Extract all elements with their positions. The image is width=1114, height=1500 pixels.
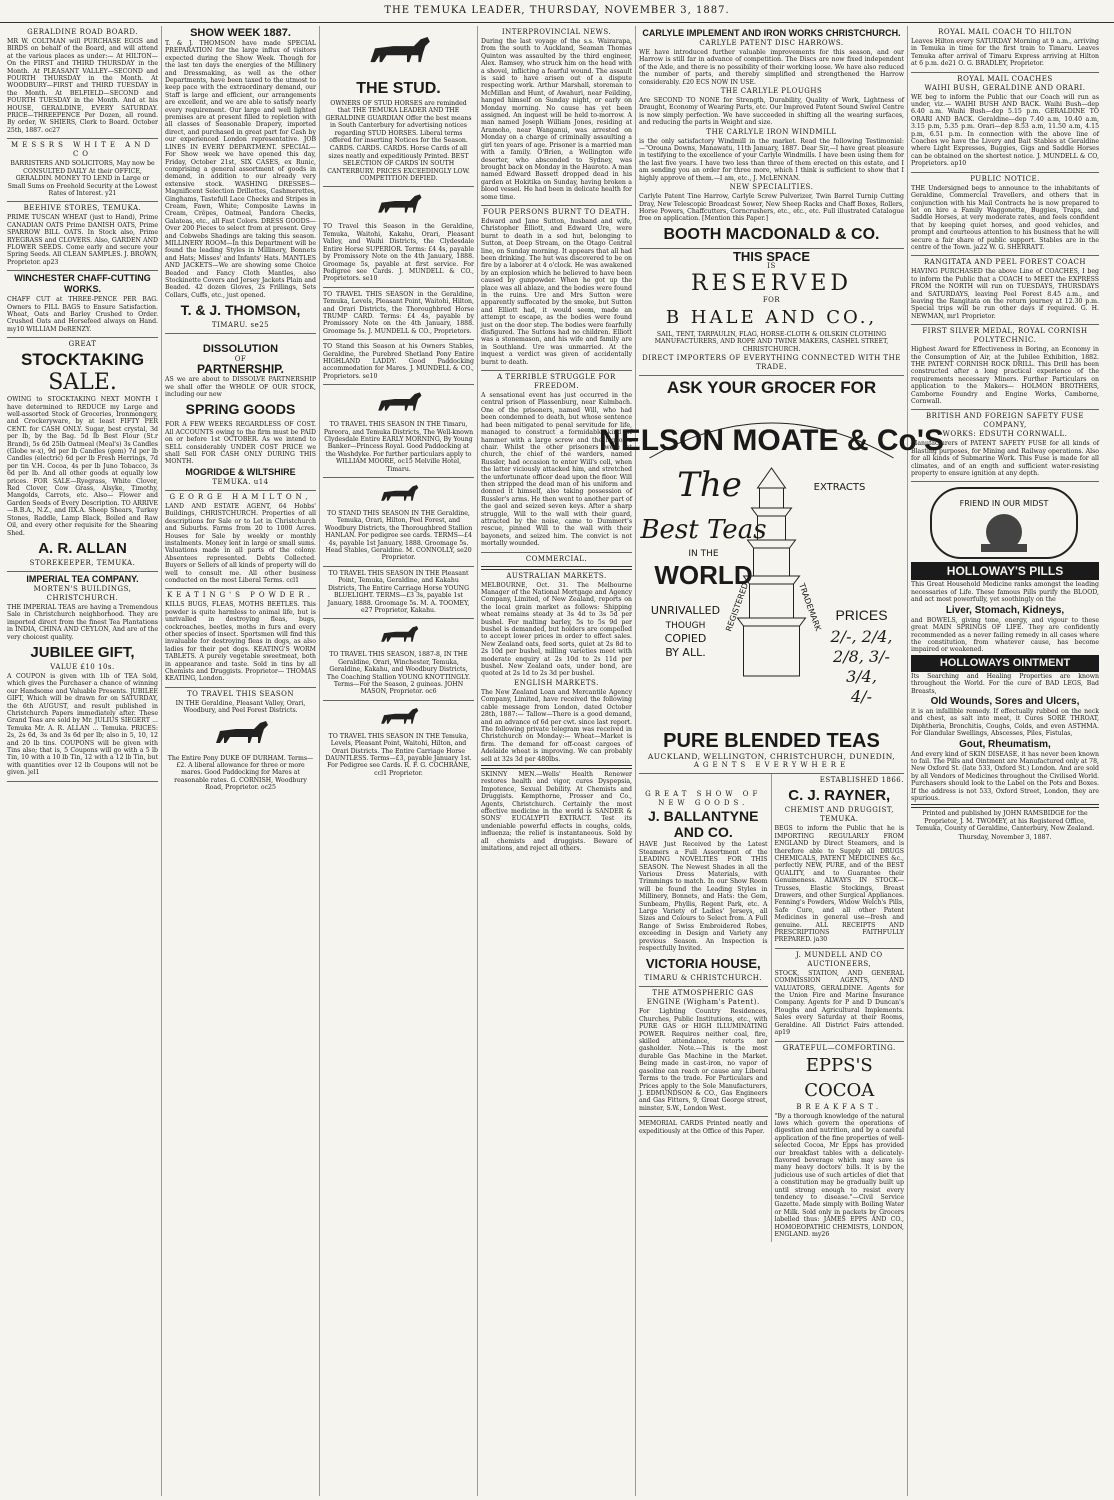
ad-signature-sub: TIMARU. se25 — [211, 321, 270, 330]
ad-title: THE STUD. — [356, 80, 441, 97]
ad-body: For Lighting Country Residences, Churches, Public Institutions, etc., with PURE GAS or HIGH ILLUMINATING POWER. Requires neither coal, fire, skilled attendance, retorts nor gasholder. Note.—This is the most durable Gas Machine in the Market. Being made in cast-iron, no vapor of gasoline can reach or cause any Liberal Terms to the trade. For Particulars and Prices apply to the Sole Manufacturers, J. EDMUNDSON & CO., Gas Engineers and Gas Fitters, 9, Great George street, minster, S.W., London West. — [639, 1008, 768, 1112]
article-body: Edward and Jane Sutton, husband and wife, Christopher Elliott, and Edward Ure, were burnt to death in a sod hut, belonging to Sutton, at Deep Stream, on the Otago Central line, on Sunday morning. It appears that all had been drinking. The hut was discovered to be on fire by a laborer at 4 o'clock. He was awakened by an explosion which he believed to have been caused by gunpowder. When he got up the place was all ablaze, and the bodies were found in the ruins. Ure and Mrs Sutton were apparently suffocated by the smoke, but Sutton and Elliott had, it would seem, made an attempt to escape, as the bodies were found just on the door step. The bodies were fearfully disfigured. The Suttons had no children. Elliott was a stonemason, and his wife and family are in Southland. Ure was unmarried. At the inquest a verdict was given of accidentally burnt to death. — [481, 217, 632, 366]
ad-headline: STOCKTAKING — [20, 350, 145, 370]
ad-signature-sub: TEMUKA. u14 — [212, 477, 269, 486]
ad-line-5: B HALE AND CO., — [665, 306, 878, 328]
tea-extracts: EXTRACTS — [813, 481, 866, 493]
ad-duke-of-durham — [165, 688, 316, 796]
horse-icon — [374, 623, 424, 649]
tea-world: WORLD — [654, 559, 753, 590]
ad-body: TO TRAVEL THIS SEASON IN THE Temuka, Levels, Pleasant Point, Waitohi, Hilton, and Orari Districts. The Entire Carriage Horse DAUNTLESS. Terms—£3, payable January 1st. For Pedigree see Cards. R. F. G. COCHRANE, ccl1 Proprietor. — [325, 732, 472, 777]
ad-kicker: GREAT SHOW OF NEW GOODS. — [645, 790, 762, 808]
ad-body-2: CARDS. CARDS. CARDS. Horse Cards of all sizes neatly and expeditiously Printed. BEST SELECTION OF CARDS IN SOUTH CANTERBURY. PRICES EXCEEDINGLY LOW. COMPETITION DEFIED. — [327, 145, 470, 183]
ad-title: RANGITATA AND PEEL FOREST COACH — [924, 258, 1086, 267]
ad-title: PUBLIC NOTICE. — [970, 174, 1040, 183]
tea-unrivalled: UNRIVALLED — [650, 603, 721, 617]
ad-horse-early-morning — [323, 385, 474, 478]
ad-title-2: PARTNERSHIP. — [197, 362, 284, 377]
ad-body: HAVE Just Received by the Latest Steamers a Full Assortment of the LEADING NOVELTIES FOR THIS SEASON. The Newest Shades in all the Various Dress Materials, with Trimmings to match. In our Show Room will be found the Leading Styles in Millinery, Bonnets, and Hats: the Gem, Sunbeam, Phyllis, Regent Park, etc. A Large Variety of Ladies' Jerseys, all Sizes and Colours to Select from. A Full Range of Swiss Embroidered Robes, exceeding in Design and Variety any previous Season. An Inspection is respectfully Invited. — [639, 841, 768, 953]
ad-body-5: And every kind of SKIN DISEASE, it has never been known to fail. The Pills and Ointment are Manufactured only at 78, New Oxford St. (late 533, Oxford St.) London. And are sold by all Vendors of Medicines throughout the Civilised World. Purchasers should look to the Label on the Pots and Boxes. If the address is not 533, Oxford Street, London, they are spurious. — [911, 750, 1099, 802]
newspaper-page — [4, 26, 1110, 1496]
ad-body: HAVING PURCHASED the above Line of COACHES, I beg to inform the Public that a COACH to MEET the EXPRESS FROM the NORTH will run on TUESDAYS, THURSDAYS and SATURDAYS, leaving Peel Forest 8.45 a.m., and leaving the Rangitata on the return journey at 12.30 p.m. Special trips will be run other days if required. G. H. NEWMAN, mr1 Proprietor. — [911, 268, 1099, 320]
ad-body: SAIL, TENT, TARPAULIN, FLAG, HORSE-CLOTH & OILSKIN CLOTHING MANUFACTURERS, AND ROPE AND TWINE MAKERS, CASHEL STREET, CHRISTCHURCH. — [654, 330, 889, 353]
article-body-2: The New Zealand Loan and Mercantile Agency Company, Limited, have received the following cable message from London, dated October 28th, 1887:— Tallow—There is a good demand, and an advance of 6d per cwt. since last report. The following private telegram was received in Christchurch on Monday:— Wheat—Market is firm. The demand for off-coast cargoes of Adelaide wheat is improving. We can probably sell at 32s 3d per 480lbs. — [481, 688, 632, 763]
ad-body: MR W. COLTMAN will PURCHASE EGGS and BIRDS on behalf of the Board, and will attend at the various places as under:— At HILTON—On the FIRST and THIRD THURSDAY in the Month. At PLEASANT VALLEY—SECOND and FOURTH THURSDAY in the Month. At WOODBURY—FIRST and THIRD TUESDAY in the Month. At BELFIELD—SECOND and FOURTH TUESDAY in the Month. And at his HOUSE, GERALDINE, EVERY SATURDAY. PRICE—THREEPENCE Per Dozen, all round. By order, W. SHIERS, Clerk to Board. October 25th, 1887. oc27 — [7, 38, 158, 134]
article-body: During the last voyage of the s.s. Wairarapa, from the south to Auckland, Seaman Thomas Quinton was assaulted by the third engineer, Alex. Ramsey, who struck him on the head with a shovel, inflicting a fearful wound. The assault is said to have arisen out of a dispute respecting work. Arthur Marshall, storeman to McMillan and Hunt, of Awahuri, near Feilding, hanged himself on Sunday night, or early on Monday morning. No cause has yet been assigned. An inquest will be held to-morrow. A man named Joseph William Jones, residing at Aramoho, near Wanganui, was arrested on Monday on a charge of criminally assaulting a girl ten years of age. Prisoner is a married man with a family. O'Brien, a Wellington wife deserter, who absconded to Sydney, was brought back on Monday in the Hauroto. A man named Edward Bassett dropped dead in his garden at Hokitika on Sunday, having broken a blood vessel. He had been in delicate health for some time. — [481, 38, 632, 201]
ad-epps-cocoa — [775, 1042, 905, 1243]
ad-body: This Great Household Medicine ranks amongst the leading necessaries of Life. These famous Pills purify the BLOOD, and act most powerfully, yet soothingly on the — [911, 581, 1099, 604]
article-body: MELBOURNE, Oct. 31. The Melbourne Manager of the National Mortgage and Agency Company, Limited, of New Zealand, reports on the local grain market as follows: Shipping wheat remains steady at 3s 4d to 3s 5d per bushel. For malting barley, 5s to 5s 9d per bushel is demanded, but holders are compelled to accept lower prices in order to effect sales. New Zealand oats, feed sorts, quiet at 2s 8d to 2s 10d per bushel, milling varieties meet with moderate enquiry at 2s 10d to 2s 11d per bushel. New Zealand oats, under bond, are quoted at 2s 1d to 2s 3d per bushel. — [481, 581, 632, 678]
ad-title: J. MUNDELL AND CO AUCTIONEERS, — [795, 950, 883, 968]
ad-subtitle-3: THE CARLYLE IRON WINDMILL — [706, 127, 837, 136]
ad-body: OWNERS OF STUD HORSES are reminded that THE TEMUKA LEADER AND THE GERALDINE GUARDIAN Offer the best means in South Canterbury for advertising notices regarding STUD HORSES. Liberal terms offered for inserting Notices for the Season. — [325, 100, 472, 145]
ad-title: HOLLOWAY'S PILLS — [911, 562, 1099, 580]
ad-signature-sub: TIMARU & CHRISTCHURCH. — [644, 974, 763, 983]
divider — [481, 566, 632, 570]
ad-body: Manufacturers of PATENT SAFETY FUSE for all kinds of Blasting purposes, for Mining and Railway operations. Also for all kinds of Submarine Work. This Fuse is made for all climates, and of an ength and sufficient water-resisting property to ensure ignition at any depth. — [911, 440, 1099, 478]
ad-title-2: HOLLOWAYS OINTMENT — [911, 655, 1099, 672]
horse-icon — [374, 705, 424, 731]
ad-body: AS we are about to DISSOLVE PARTNERSHIP we shall offer the WHOLE OF OUR STOCK, including our new — [165, 376, 316, 399]
ad-horse-young-knottingly — [323, 619, 474, 700]
tea-price: 4/- — [851, 686, 872, 706]
ad-body: THE Undersigned begs to announce to the inhabitants of Geraldine, Commercial Travellers, and others that in conjunction with his Mail Contracts he is now prepared to let on hire a Family Waggonette, Buggies, Traps, and Saddle Horses, at very moderate rates, and feels confident that by keeping quiet horses, and good vehicles, and prompt and courteous attention to his business that he will secure a fair share of public support. Stables are in the centre of the Town. ja22 W. G. SHERRATT. — [911, 184, 1099, 251]
ad-carlyle-works — [639, 26, 904, 249]
ad-rayner — [775, 774, 905, 949]
ad-body-4: Carlyle Patent Tine Harrow, Carlyle Screw Pulverizer, Twin Barrel Turnip Cutting Dray, New Telescopic Broadcast Sower, New Sheep Racks and Chaff Boxes, Rollers, Horse Powers, Chaffcutters, Corncrushers, etc., etc., etc. Full illustrated Catalogue free on application. [Mention this Paper.] — [639, 193, 904, 223]
ad-body-2: The Entire Pony DUKE OF DURHAM. Terms—£2. A liberal allowance for three or more mares. Good Paddocking for Mares at reasonable rates. G. CORNISH, Woodbury Road, Proprietor. oc25 — [167, 754, 314, 792]
ad-gas-engine — [639, 987, 768, 1117]
ad-title: GERALDINE ROAD BOARD. — [27, 28, 138, 36]
ad-kicker: GRATEFUL—COMFORTING. — [782, 1043, 896, 1052]
ad-title: GEORGE HAMILTON, — [169, 492, 312, 501]
ad-body: TO STAND THIS SEASON IN THE Geraldine, Temuka, Orari, Hilton, Peel Forest, and Woodbury Districts, the Thoroughbred Stallion HANLAN. For pedigree see cards. TERMS—£4 4s, payable 1st January, 1888. Groomage 5s. Head Stables, Geraldine. M. CONNOLLY, se20 Proprietor. — [324, 510, 473, 562]
section-title: COMMERCIAL. — [525, 554, 588, 563]
horse-icon — [369, 389, 429, 419]
horse-icon — [359, 30, 439, 76]
ad-headline: SPRING GOODS — [185, 401, 296, 418]
tea-the: The — [677, 464, 742, 505]
holloway-badge-icon — [911, 484, 1097, 562]
ad-subtitle: CHEMIST AND DRUGGIST, TEMUKA. — [784, 806, 894, 824]
divider — [911, 804, 1099, 808]
ad-holloways — [911, 482, 1099, 845]
tea-price: 2/8, 3/- — [833, 646, 890, 666]
imprint-date: Thursday, November 3, 1887. — [958, 833, 1052, 841]
tea-price: 2/-, 2/4, — [830, 626, 893, 646]
ad-body: TO Stand this Season at his Owners Stables, Geraldine, the Purebred Shetland Pony Entire HIGHLAND LADDY. Good Paddocking accommodation for Mares. J. MUNDELL & CO., Proprietors. se10 — [323, 343, 474, 380]
ad-body: TO TRAVEL THIS SEASON, 1887-8, IN THE Geraldine, Orari, Winchester, Temuka, Geraldine, Kakahu, and Woodbury Districts, The Coaching Stallion YOUNG KNOTTINGLY. Terms—For the Season, 2 guineas. JOHN MASON, Proprietor. oc6 — [326, 651, 471, 696]
ad-safety-fuse — [911, 410, 1099, 482]
masthead: THE TEMUKA LEADER, THURSDAY, NOVEMBER 3, 1887. — [0, 0, 1114, 23]
article-four-persons-burnt — [481, 206, 632, 371]
ad-title: CARLYLE IMPLEMENT AND IRON WORKS CHRISTCHURCH. — [642, 28, 901, 38]
ad-body: WE beg to inform the Public that our Coach will run as under, viz.— WAIHI BUSH AND BACK. Waihi Bush—dep 6.40 a.m. Waihi Bush—dep 5.15 p.m. GERALDINE TO ORARI AND BACK. Geraldine—dep 7.40 a.m, 10.40 a.m, 3.15 p.m, 5.35 p.m. Orari—dep 8.53 a.m, 11.50 a.m, 4.15 p.m, 6.51 p.m. In connection with the above line of Coaches we have the Livery and Bait Stables at Geraldine where Light Expresses, Buggies, Gigs and Saddle Horses can be obtained on the shortest notice. J. MUNDELL & CO, Proprietors. ap10 — [911, 93, 1099, 168]
ad-royal-mail-hilton — [911, 26, 1099, 73]
ad-title: KEATING'S POWDER. — [167, 591, 314, 600]
tea-by-all: BY ALL. — [665, 645, 706, 659]
column-5-right — [772, 774, 905, 1242]
ad-body: Highest Award for Effectiveness in Boring, an Economy in the Consumption of Air, at the Jubilee Exhibition, 1882. THE PATENT CORNISH ROCK DRILL. This Drill has been constructed after a long practical experience of the requirements necessary Miners. Further Particulars on application to the Makers— HOLMON BROTHERS, Camborne Foundry and Engine Works, Camborne, Cornwall. — [911, 346, 1099, 406]
ad-title: WINCHESTER CHAFF-CUTTING WORKS. — [14, 273, 151, 295]
ad-title: THE ATMOSPHERIC GAS ENGINE (Wigham's Patent). — [646, 989, 760, 1007]
horse-icon — [206, 717, 276, 753]
ad-subtitle: MORTEN'S BUILDINGS, CHRISTCHURCH. — [33, 584, 132, 602]
ad-body: TO TRAVEL THIS SEASON IN THE Pleasant Point, Temuka, Geraldine, and Kakahu Districts, The Entire Carriage Horse YOUNG BLUELIGHT. TERMS—£3 3s, payable 1st January, 1888. Groomage 5s. M. A. TOOMEY, e27 Proprietor, Kakahu. — [327, 569, 470, 614]
ad-body: "By a thorough knowledge of the natural laws which govern the operations of digestion and nutrition, and by a careful application of the fine properties of well-selected Cocoa, Mr Epps has provided our breakfast tables with a delicately-flavored beverage which may save us many heavy doctors' bills. It is by the judicious use of such articles of diet that a constitution may be gradually built up until strong enough to resist every tendency to disease."—Civil Service Gazette. Made simply with Boiling Water or Milk. Sold only in packets by Grocers labelled thus: JAMES EPPS AND CO., HOMOEOPATHIC CHEMISTS, LONDON, ENGLAND. my26 — [774, 1112, 904, 1238]
ad-body: LAND AND ESTATE AGENT, 64 Hobbs' Buildings, CHRISTCHURCH. Properties of all descriptions for Sale or to Let in Christchurch and Suburbs. Farms from 20 to 1000 Acres. Houses for Sale by weekly or monthly instalments. Money lent in large or small sums. Valuations made in all parts of the colony. Absentees represented. Debts Collected. Buyers or Sellers of all kinds of property will do well to consult me. All other business conducted on the most Liberal Terms. ccl1 — [165, 502, 316, 584]
ad-public-notice — [911, 173, 1099, 257]
ad-ballantyne — [639, 774, 768, 987]
ad-body: TO Travel this Season in the Geraldine, Temuka, Waitohi, Kakahu, Orari, Pleasant Valley, and Waihi Districts, the Clydesdale Entire Horse SUPERIOR. Terms: £4 4s, payable by Promissory Note on the 4th January, 1888. Groomage 5s, payable at first service. For Pedigree see Cards. J. MUNDELL & CO., Proprietors. se10 — [323, 223, 474, 283]
ad-memorial-cards — [639, 1117, 768, 1139]
ad-signature: MOGRIDGE & WILTSHIRE — [185, 466, 296, 477]
ad-imperial-tea — [7, 572, 158, 782]
ad-b-hale — [639, 249, 904, 376]
ad-body: PRIME TUSCAN WHEAT (just to Hand), Prime CANADIAN OATS Prime DANISH OATS, Prime SPARROW BILL OATS. In Stock also, Prime RYEGRASS and CLOVERS. Also, GARDEN AND FLOWER SEEDS. Come early and secure your Spring Seeds. All CLEAN SAMPLES. J. BROWN, Proprietor. ap23 — [7, 214, 158, 266]
ad-rangitata-coach — [911, 256, 1099, 325]
ad-geraldine-road-board — [7, 26, 158, 139]
ad-nelson-moate-teas — [599, 376, 944, 774]
ad-title: BEEHIVE STORES, TEMUKA. — [23, 204, 142, 213]
ad-horse-dauntless — [323, 701, 474, 781]
ad-signature: T. & J. THOMSON, — [180, 302, 301, 319]
ad-wounds: Old Wounds, Sores and Ulcers, — [930, 695, 1080, 707]
ad-horse-trump-card — [323, 288, 474, 340]
ad-value: VALUE £10 10s. — [50, 662, 115, 671]
ad-body: MEMORIAL CARDS Printed neatly and expeditiously at the Office of this Paper. — [639, 1120, 768, 1135]
article-terrible-struggle — [481, 371, 632, 553]
column-5-left — [639, 774, 772, 1242]
ad-beehive-stores — [7, 202, 158, 271]
ad-title: ROYAL MAIL COACH TO HILTON — [938, 28, 1072, 36]
tea-in-the: IN THE — [688, 548, 719, 559]
ad-horse-superior — [323, 187, 474, 287]
ad-headline-2: SALE. — [48, 370, 117, 396]
article-body: A sensational event has just occurred in the central prison of Plassenburg, near Kulmbach. One of the prisoners, named Will, who had been condemned to death, but whose sentence had been mitigated to penal servitude for life, managed to construct a formidable kind of hammer with a large screw and the leg of a chair. Whilst the other prisoners were at church, the chief of the warders, named Russler, had occasion to enter Will's cell, when the latter viciously attacked him, and stretched the unfortunate officer dead upon the floor. Will then stripped the dead man of his uniform and donned it himself, also taking possession of Russler's arms. He then went to another part of the gaol and seized seven keys. After a sharp struggle, Will to the wall with their guard, attracted by the noise, came to Dummert's rescue, pinned Will to the wall with their bayonets, and seized him. The convict is not mortally wounded. — [481, 392, 632, 548]
ad-body: CHAFF CUT at THREE-PENCE PER BAG. Owners to FILL BAGS to Ensure Satisfaction. Wheat, Oats and Barley Crushed to Order. Crushed Oats and Horsefeed always on Hand. my10 WILLIAM DeRENZY. — [7, 296, 158, 333]
tea-illustration — [599, 398, 944, 728]
tea-trademark: TRADEMARK — [797, 582, 823, 633]
ad-subtitle-2: THE CARLYLE PLOUGHS — [720, 87, 823, 96]
ad-keatings-powder — [165, 589, 316, 687]
ad-subtitle: CARLYLE PATENT DISC HARROWS. — [699, 39, 844, 47]
article-interprovincial-news — [481, 26, 632, 206]
column-1 — [4, 26, 162, 1496]
ad-body-2: FOR A FEW WEEKS REGARDLESS OF COST. All ACCOUNTS owing to the firm must be PAID on or before 1st OCTOBER. As we intend to SELL considerably UNDER COST PRICE we shall Sell FOR CASH ONLY DURING THIS MONTH. — [165, 421, 316, 466]
ad-dissolution — [165, 334, 316, 491]
article-title: INTERPROVINCIAL NEWS. — [501, 28, 612, 36]
tea-price: 3/4, — [846, 666, 877, 686]
ad-stocktaking-sale — [7, 338, 158, 572]
ad-horse-highland-laddy — [323, 340, 474, 385]
ad-agents: AGENTS EVERYWHERE — [693, 761, 850, 770]
column-3 — [320, 26, 478, 1496]
column-5-split — [639, 774, 904, 1242]
ad-horse-hanlan — [323, 478, 474, 567]
ad-line-4: FOR — [762, 295, 781, 304]
horse-icon — [369, 191, 429, 221]
ad-title: ROYAL MAIL COACHES — [957, 74, 1053, 83]
ad-estab: ESTABLISHED 1866. — [819, 776, 904, 785]
ad-skinny-men: SKINNY MEN.—Wells' Health Renewer restores health and vigor, cures Dyspepsia, Impotence, Sexual Debility. At Chemists and Druggists. Kempthorne, Prosser and Co., Agents, Christchurch. Certainly the most effective medicine in the world is SANDER & SONS' EUCALYPTI EXTRACT. Test its undeniable powerful effects in coughs, colds, influenza; the relief is instantaneous. Sold by all chemists and druggists. Beware of imitations, and reject all others. — [481, 770, 632, 852]
ad-body: TO TRAVEL THIS SEASON in the Geraldine, Temuka, Levels, Pleasant Point, Waitohi, Hilton, and Orari Districts, the Thoroughbred Horse TRUMP CARD. Terms: £4 4s, payable by Promissory Note on the 4th January, 1888. Groomage 5s. J. MUNDELL & CO., Proprietors. — [323, 290, 474, 335]
ad-title: MESSRS WHITE AND CO — [11, 141, 154, 159]
ad-headline: ASK YOUR GROCER FOR — [666, 377, 877, 397]
ad-body: KILLS BUGS, FLEAS, MOTHS BEETLES. This powder is quite harmless to animal life, but is unrivalled in destroying fleas, bugs, cockroaches, beetles, moths in furs and every other species of insect. Sportsmen will find this invaluable for destroying fleas in dogs, as also ladies for their pet dogs. KEATING'S WORM TABLETS. A purely vegetable sweetmeat, both in appearance and taste. Sold in tins by all Chemists and Druggists. Proprietor— THOMAS KEATING, London. — [165, 601, 316, 683]
ad-body: BARRISTERS AND SOLICITORS, May now be CONSULTED DAILY At their OFFICE, GERALDIN. MONEY TO LEND in Large or Small Sums on Freehold Security at the Lowest Rates of Interest. y21 — [7, 160, 158, 197]
column-7 — [908, 26, 1102, 1496]
ad-subtitle-4: NEW SPECIALITIES. — [729, 183, 814, 192]
article-title: AUSTRALIAN MARKETS. — [506, 571, 607, 580]
ad-body: T. & J. THOMSON have made SPECIAL PREPARATION for the large influx of visitors expected during the Show Week. Though for the last ten days the energies of the Millinery and Dressmaking, as well as the other Departments, have been taxed to the utmost to keep pace with the extraordinary demand, our Staff is large and efficient, our arrangements are excellent, and we are able to satisfy nearly every requirement. Our large and well lighted premises are at present filled to repletion with all classes of Seasonable Drapery, imported direct, and purchased in great part for Cash by our experienced London representative. JOB LINES IN EVERY DEPARTMENT. SPECIAL—For Show week we have opened this day, Friday, October 21st, SIX CASES, ex Runic, comprising a general assortment of goods in demand, in addition to our already very extensive stock. WASHING DRESSES—Magnificent Selection Drillettes, Cashmerettes, Ginghams, Tastefull Lace Checks and Stripes in Cream, Fawn, White; Composite Lawns in Cream, Crêpes, Oatmeal, Pandora Checks, Galateas, etc., all Fast Colors. DRESS GOODS—Over 200 Pieces to select from at present. Grey and Cobwebs Shadings are taking this season. MILLINERY ROOM—In this Department will be found the leading Styles in Millinery, Bonnets and Hats; Misses' and Infants' Hats. MANTLES AND JACKETS—We are showing some Choice Beaded and Fancy Cloth Mantles, also Stockinette Covers and Jersey Jackets Plain and Beaded. 42 dozen Gloves, 2s Frillings, Sets Collars, Cuffs, etc., just opened. — [165, 40, 316, 299]
ad-signature: A. R. ALLAN — [38, 539, 127, 557]
column-2 — [162, 26, 320, 1496]
ad-horse-young-bluelight — [323, 567, 474, 619]
ad-body: OWING to STOCKTAKING NEXT MONTH I have determined to REDUCE my Large and well-assorted Stock of Groceries, Ironmongery, and Crockeryware, by at least FIFTY PER CENT. for CASH ONLY. Sugar, best crystal, 3d per lb, by the Bag. 5d lb Best Flour (St.r Brand), 5s 6d 25lb Oatmeal (Meal's) 3s Candles (Globe w-x), 9d per lb Candles (gem) 7d per lb Candles (electric) 6d per lb Fresh Herrings, 7d per tin V.H. Cocoa, 4s per lb Juno Tobacco, 3s 6d per lb. And all other goods at equally low prices. FOR SALE—Ryegrass, White Clover, Red Clover, Cow Grass, Alsyke, Timothy, Mangolds, Carrots, etc. Also— Flower and Garden Seeds of Every Description. TO ARRIVE—B.B.A., N.Z., and IIX.A. Sheep Shears, Turkey Stones, Raddle, Lamp Black, Boiled and Raw Oil, and every other requisite for the Shearing Shed. — [7, 396, 158, 537]
divider — [481, 765, 632, 769]
ad-headline-2: PURE BLENDED TEAS — [663, 730, 880, 753]
ad-of: OF — [234, 355, 247, 364]
ad-title: SHOW WEEK 1887. — [190, 27, 291, 39]
ad-title: J. BALLANTYNE AND CO. — [648, 808, 759, 841]
ad-line-1: THIS SPACE — [732, 248, 811, 264]
ad-kicker: GREAT — [68, 340, 97, 349]
column-4 — [478, 26, 636, 1496]
imprint: Printed and published by JOHN RAMSBIDGE for the Proprietor, J. M. TWOMEY, at his Registered Office, Temuka, County of Geraldine, Canterbury, New Zealand. — [915, 810, 1095, 833]
ad-signature-sub: STOREKEEPER, TEMUKA. — [29, 558, 136, 567]
ad-title: IMPERIAL TEA COMPANY. — [26, 573, 139, 584]
ad-cities: AUCKLAND, WELLINGTON, CHRISTCHURCH, DUNEDIN, — [647, 752, 896, 762]
section-commercial — [481, 553, 632, 857]
tea-registered: REGISTERED — [724, 581, 751, 633]
ad-line-2: IS — [767, 261, 776, 270]
ad-body: WE have introduced further valuable improvements for this season, and our Harrow is still far in advance of competition. The Discs are now fixed independent of the Axle, and there is no possibility of their working loose. We have also reduced the number of parts, and thereby simplified and strengthened the Harrow considerably. £20 ECS NOW IN USE. — [639, 49, 904, 86]
ad-cornish-rock-drill — [911, 325, 1099, 410]
ad-signature: BOOTH MACDONALD & CO. — [663, 225, 880, 243]
badge-text: FRIEND IN OUR MIDST — [959, 499, 1049, 509]
horse-icon — [374, 482, 424, 508]
ad-body-2: DIRECT IMPORTERS OF EVERYTHING CONNECTED WITH THE TRADE. — [642, 353, 901, 371]
column-5 — [599, 26, 944, 1496]
ad-subtitle: WORKS: EDSUTH CORNWALL. — [942, 430, 1068, 439]
ad-title: FIRST SILVER MEDAL, ROYAL CORNISH POLYTECHNIC. — [922, 327, 1088, 345]
ad-headline: JUBILEE GIFT, — [30, 643, 135, 661]
ad-george-hamilton — [165, 491, 316, 589]
ad-body-3: Its Searching and Healing Properties are known throughout the World. For the cure of BAD LEGS, Bad Breasts, — [911, 672, 1099, 695]
ad-show-week — [165, 26, 316, 334]
ad-body: TO TRAVEL THIS SEASON IN THE Timaru, Pareora, and Temuka Districts, The Well-known Clydesdale Entire EARLY MORNING, By Young Banker—Princess Royal. Good Paddocking at the Washdyke. For further particulars apply to WILLIAM MOORE, oc15 Melville Hotel, Timaru. — [323, 421, 474, 473]
ad-body: Leaves Hilton every SATURDAY Morning at 9 a.m., arriving in Temuka in time for the first train to Timaru. Leaves Temuka after arrival of Timaru Express arriving at Hilton at 6 p.m. de21 O. G. BRADLEY, Proprietor. — [911, 38, 1099, 68]
article-title: FOUR PERSONS BURNT TO DEATH. — [482, 207, 631, 216]
ad-body-3: is the only satisfactory Windmill in the market. Read the following Testimonial:—"Orouna Downs, Manawatu, 11th January, 1887. Dear Sir,—I have great pleasure in testifying to the excellence of your Carlyle Windmills. I have been using them for the last five years. I have two less than three of them erected on this estate, and I am sending you an order for three more, which I think is sufficient to show that I highly approve of them.—I am, etc., J. McLENNAN. — [639, 137, 904, 182]
ad-signature: VICTORIA HOUSE, — [645, 956, 761, 972]
ad-body-2: Are SECOND TO NONE for Strength, Durability, Quality of Work, Lightness of Draught, Economy of Wearing Parts, etc. Our Improved Patent Sound Swivel Centre is now simply perfection. We have succeeded in shifting all the wearing surfaces, and reducing the parts in Weight and size. — [639, 97, 904, 127]
article-title: A TERRIBLE STRUGGLE FOR FREEDOM. — [497, 373, 616, 391]
ad-royal-mail-coaches — [911, 73, 1099, 173]
article-title-2: ENGLISH MARKETS. — [514, 678, 599, 687]
ad-the-stud — [323, 26, 474, 187]
ad-winchester-chaff — [7, 271, 158, 338]
tea-though: THOUGH — [665, 620, 706, 631]
ad-body: IN THE Geraldine, Pleasant Valley, Orari, Woodbury, and Peel Forest Districts. — [175, 699, 306, 715]
ad-body-2: and BOWELS, giving tone, energy, and vigour to these great MAIN SPRINGS OF LIFE. They are confidently recommended as a never failing remedy in all cases where the constitution, from whatever cause, has become impaired or weakened. — [911, 616, 1099, 654]
ad-body-2: A COUPON is given with 1lb of TEA Sold, which gives the Purchaser a chance of winning our Handsome and Valuable Presents. JUBILEE GIFT, Which will be drawn for on SATURDAY, the 6th AUGUST, and result published in Christchurch Papers immediately after. These Grand Teas are sold by Mr. JULIUS SIEGERT ... Temuka Mr. A. R. ALLAN ... Temuka. PRICES: 2s, 2s 6d, 3s and 3s 6d per lb; also in 5, 10, 12 and 20 lb tins. COUPONS will be given with Tins also; that is, 5 Coupons will go with a 5 lb Tin, 10 with a 10 lb Tin, 12 with a 12 lb Tin, but with quantities over 12 lb Coupons will not be given. jel1 — [7, 672, 158, 777]
ad-subtitle: BREAKFAST. — [796, 1102, 883, 1111]
tea-brand: NELSON MOATE & Co'S — [599, 423, 944, 457]
ad-gout: Gout, Rheumatism, — [959, 738, 1051, 750]
ad-organs: Liver, Stomach, Kidneys, — [945, 604, 1065, 616]
ad-title: EPPS'S COCOA — [804, 1054, 875, 1101]
ad-line-3: RESERVED — [690, 270, 853, 296]
ad-title: C. J. RAYNER, — [788, 787, 891, 805]
ad-body: THE IMPERIAL TEAS are having a Tremendous Sale in Christchurch neighborhood. They are imported direct from the finest Tea Plantations in INDIA, CHINA AND CEYLON, And are of the very choicest quality. — [7, 603, 158, 641]
tea-best: Best Teas — [640, 514, 767, 545]
ad-title: BRITISH AND FOREIGN SAFETY FUSE COMPANY, — [926, 412, 1084, 430]
ad-subtitle: WAIHI BUSH, GERALDINE AND ORARI. — [924, 83, 1086, 92]
ad-title: TO TRAVEL THIS SEASON — [187, 689, 294, 698]
tea-prices-label: PRICES — [835, 606, 888, 623]
ad-body-4: it is an infallible remedy. If effectually rubbed on the neck and chest, as salt into meat, it Cures SORE THROAT, Diphtheria, Bronchitis, Coughs, Colds, and even ASTHMA. For Glandular Swellings, Abscesses, Piles, Fistulas, — [911, 707, 1099, 738]
tea-copied: COPIED — [664, 631, 707, 645]
ad-mundell-auctioneers — [775, 949, 905, 1042]
ad-body: STOCK, STATION, AND GENERAL COMMISSION AGENTS, AND VALUATORS, GERALDINE. Agents for the Union Fire and Marine Insurance Company. Agents for P and D Duncan's Ploughs and Agricultural Implements. Sales every Saturday at their Rooms, Geraldine. All District Fairs attended. ap19 — [774, 969, 904, 1037]
ad-white-and-co — [7, 139, 158, 202]
ad-body: BEGS to inform the Public that he is IMPORTING REGULARLY FROM ENGLAND by Direct Steamers, and is therefore able to Supply all DRUGS CHEMICALS, PATENT MEDICINES &c., perfectly NEW, PURE, and of the BEST QUALITY, and to Guarantee their Genuineness. ALWAYS IN STOCK—Trusses, Elastic Stockings, Breast Drawers, and other Surgical Appliances. Fenning's Powders, Widow Welch's Pills, Safe Cure, and all other Patent Medicines in general use—fresh and genuine. ALL RECEIPTS AND PRESCRIPTIONS FAITHFULLY PREPARED. ja30 — [774, 825, 904, 944]
ad-title: DISSOLUTION — [202, 343, 279, 356]
